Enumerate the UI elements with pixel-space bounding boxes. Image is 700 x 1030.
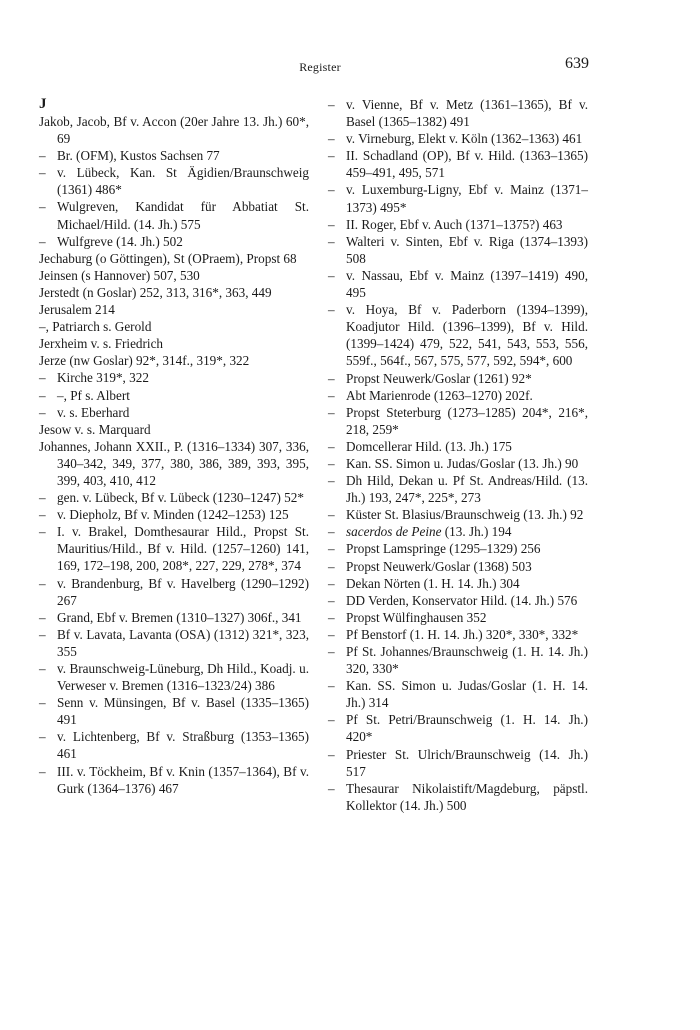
- index-entry: [39, 728, 309, 762]
- sub-entry-dash: –: [328, 473, 335, 489]
- entry-text: v. Vienne, Bf v. Metz (1361–1365), Bf v. Basel (1365–1382) 491: [346, 97, 588, 130]
- sub-entry-dash: –: [328, 592, 335, 608]
- sub-entry-dash: –: [39, 404, 46, 420]
- sub-entry-dash: –: [39, 370, 46, 386]
- sub-entry-dash: –: [328, 746, 335, 762]
- index-entry: [39, 352, 309, 369]
- entry-text: Grand, Ebf v. Bremen (1310–1327) 306f., 341: [57, 609, 302, 625]
- sub-entry-dash: –: [39, 490, 46, 506]
- sub-entry-dash: –: [39, 165, 46, 181]
- entry-text: Senn v. Münsingen, Bf v. Basel (1335–1365) 491: [57, 695, 309, 728]
- entry-text: Domcellerar Hild. (13. Jh.) 175: [346, 438, 512, 454]
- index-entry: [39, 506, 309, 523]
- sub-entry-dash: –: [328, 575, 335, 591]
- index-entry: [328, 370, 588, 387]
- entry-text: Jesow v. s. Marquard: [39, 421, 151, 437]
- entry-text: v. Braunschweig-Lüneburg, Dh Hild., Koadj. u. Verweser v. Bremen (1316–1323/24) 386: [57, 661, 309, 694]
- index-entry: [39, 250, 309, 267]
- entry-text: Kan. SS. Simon u. Judas/Goslar (13. Jh.) 90: [346, 455, 579, 471]
- entry-text: Kirche 319*, 322: [57, 370, 149, 386]
- entry-text: Abt Marienrode (1263–1270) 202f.: [346, 387, 533, 403]
- entry-text: Pf St. Johannes/Braunschweig (1. H. 14. Jh.) 320, 330*: [346, 644, 588, 677]
- sub-entry-dash: –: [39, 199, 46, 215]
- sub-entry-dash: –: [328, 131, 335, 147]
- index-entry: [39, 609, 309, 626]
- sub-entry-dash: –: [39, 387, 46, 403]
- entry-text: Pf Benstorf (1. H. 14. Jh.) 320*, 330*, 332*: [346, 626, 579, 642]
- index-entry: [328, 455, 588, 472]
- index-entry: [328, 677, 588, 711]
- sub-entry-dash: –: [328, 455, 335, 471]
- sub-entry-dash: –: [328, 644, 335, 659]
- index-entry: [328, 216, 588, 233]
- entry-text: Propst Neuwerk/Goslar (1261) 92*: [346, 370, 532, 386]
- sub-entry-dash: –: [39, 233, 46, 249]
- index-entry: [328, 626, 588, 643]
- sub-entry-dash: –: [328, 626, 335, 642]
- index-entry: [39, 369, 309, 386]
- entry-text: v. Lichtenberg, Bf v. Straßburg (1353–1365) 461: [57, 729, 309, 762]
- entry-text: Walteri v. Sinten, Ebf v. Riga (1374–1393) 508: [346, 233, 588, 266]
- index-entry: [328, 438, 588, 455]
- entry-text: v. s. Eberhard: [57, 404, 130, 420]
- sub-entry-dash: –: [328, 404, 335, 420]
- entry-text: Wulfgreve (14. Jh.) 502: [57, 233, 183, 249]
- index-entry: [328, 387, 588, 404]
- sub-entry-dash: –: [39, 695, 46, 711]
- index-entry: [328, 301, 588, 369]
- index-entry: [328, 780, 588, 814]
- index-entry: [39, 694, 309, 728]
- sub-entry-dash: –: [328, 558, 335, 574]
- index-entry: [328, 523, 588, 540]
- sub-entry-dash: –: [328, 541, 335, 557]
- sub-entry-dash: –: [328, 302, 335, 318]
- entry-text: Dh Hild, Dekan u. Pf St. Andreas/Hild. (13. Jh.) 193, 247*, 225*, 273: [346, 473, 588, 506]
- sub-entry-dash: –: [39, 524, 46, 540]
- entry-text: v. Brandenburg, Bf v. Havelberg (1290–1292) 267: [57, 575, 309, 608]
- entry-text: Propst Wülfinghausen 352: [346, 609, 487, 625]
- sub-entry-dash: –: [39, 763, 46, 779]
- index-entry: [328, 643, 588, 677]
- entry-text: Küster St. Blasius/Braunschweig (13. Jh.) 92: [346, 507, 584, 523]
- sub-entry-dash: –: [328, 712, 335, 728]
- sub-entry-dash: –: [39, 626, 46, 642]
- sub-entry-dash: –: [328, 97, 335, 112]
- sub-entry-dash: –: [39, 507, 46, 523]
- sub-entry-dash: –: [328, 438, 335, 454]
- entry-text: gen. v. Lübeck, Bf v. Lübeck (1230–1247) 52*: [57, 490, 304, 506]
- sub-entry-dash: –: [39, 661, 46, 676]
- entry-text: v. Hoya, Bf v. Paderborn (1394–1399), Koadjutor Hild. (1396–1399), Bf v. Hild. (1399–1424) 479, 522, 541, 543, 553, 556, 559f., 564f., 567, 575, 577, 592, 594*, 600: [346, 302, 588, 369]
- sub-entry-dash: –: [328, 678, 335, 694]
- page-number: 639: [565, 55, 589, 72]
- index-entry: [328, 96, 588, 130]
- sub-entry-dash: –: [39, 609, 46, 625]
- entry-text: I. v. Brakel, Domthesaurar Hild., Propst St. Mauritius/Hild., Bf v. Hild. (1257–1260) 141, 169, 172–198, 200, 208*, 227, 229, 278*, 374: [57, 524, 309, 574]
- sub-entry-dash: –: [328, 267, 335, 283]
- entry-text: v. Virneburg, Elekt v. Köln (1362–1363) 461: [346, 131, 583, 147]
- entry-text: II. Schadland (OP), Bf v. Hild. (1363–1365) 459–491, 495, 571: [346, 148, 588, 181]
- index-entry: [39, 198, 309, 232]
- letter-heading: J: [39, 96, 47, 112]
- entry-text: Pf St. Petri/Braunschweig (1. H. 14. Jh.) 420*: [346, 712, 588, 745]
- left-column: [39, 96, 309, 797]
- sub-entry-dash: –: [328, 216, 335, 232]
- index-entry: [39, 301, 309, 318]
- index-entry: [39, 164, 309, 198]
- entry-text: Jerusalem 214: [39, 302, 115, 318]
- entry-text: DD Verden, Konservator Hild. (14. Jh.) 576: [346, 592, 578, 608]
- index-entry: [328, 711, 588, 745]
- entry-text: –, Pf s. Albert: [57, 387, 130, 403]
- index-entry: [39, 575, 309, 609]
- sub-entry-dash: –: [328, 182, 335, 198]
- index-entry: [39, 763, 309, 797]
- entry-text: Priester St. Ulrich/Braunschweig (14. Jh.) 517: [346, 746, 588, 779]
- running-header: Register: [299, 60, 341, 74]
- entry-text: Wulgreven, Kandidat für Abbatiat St. Michael/Hild. (14. Jh.) 575: [57, 199, 309, 232]
- entry-text: v. Luxemburg-Ligny, Ebf v. Mainz (1371–1373) 495*: [346, 182, 588, 215]
- entry-text: Propst Neuwerk/Goslar (1368) 503: [346, 558, 532, 574]
- sub-entry-dash: –: [39, 148, 46, 164]
- entry-text: v. Lübeck, Kan. St Ägidien/Braunschweig (1361) 486*: [57, 165, 309, 198]
- entry-text: Propst Steterburg (1273–1285) 204*, 216*, 218, 259*: [346, 404, 588, 437]
- index-entry: [328, 130, 588, 147]
- index-entry: [39, 267, 309, 284]
- entry-text: Jerze (nw Goslar) 92*, 314f., 319*, 322: [39, 353, 250, 369]
- index-entry: [328, 592, 588, 609]
- entry-text: Thesaurar Nikolaistift/Magdeburg, päpstl. Kollektor (14. Jh.) 500: [346, 780, 588, 813]
- entry-text: Johannes, Johann XXII., P. (1316–1334) 307, 336, 340–342, 349, 377, 380, 386, 389, 393, 395, 399, 403, 410, 412: [39, 438, 309, 488]
- left-entries: [39, 113, 309, 797]
- sub-entry-dash: –: [39, 729, 46, 745]
- index-entry: [39, 284, 309, 301]
- entry-text: II. Roger, Ebf v. Auch (1371–1375?) 463: [346, 216, 563, 232]
- index-entry: [328, 506, 588, 523]
- sub-entry-dash: –: [328, 507, 335, 523]
- index-entry: [328, 558, 588, 575]
- index-entry: [39, 421, 309, 438]
- index-entry: [39, 523, 309, 574]
- entry-text: Propst Lamspringe (1295–1329) 256: [346, 541, 541, 557]
- sub-entry-dash: –: [328, 370, 335, 386]
- entry-text: Jechaburg (o Göttingen), St (OPraem), Propst 68: [39, 250, 297, 266]
- sub-entry-dash: –: [328, 233, 335, 249]
- index-entry: [39, 489, 309, 506]
- index-entry: [328, 609, 588, 626]
- index-entry: [328, 540, 588, 557]
- index-entry: [328, 746, 588, 780]
- index-entry: [39, 438, 309, 489]
- index-entry: [328, 472, 588, 506]
- index-entry: [39, 113, 309, 147]
- sub-entry-dash: –: [328, 780, 335, 796]
- index-entry: [39, 335, 309, 352]
- sub-entry-dash: –: [328, 148, 335, 164]
- index-entry: [328, 147, 588, 181]
- index-entry: [328, 575, 588, 592]
- index-entry: [39, 404, 309, 421]
- entry-text: (13. Jh.) 194: [441, 524, 512, 540]
- sub-entry-dash: –: [328, 524, 335, 540]
- index-entry: [39, 318, 309, 335]
- entry-text: –, Patriarch s. Gerold: [39, 319, 152, 335]
- sub-entry-dash: –: [328, 609, 335, 625]
- entry-text: Kan. SS. Simon u. Judas/Goslar (1. H. 14. Jh.) 314: [346, 678, 588, 711]
- sub-entry-dash: –: [39, 575, 46, 591]
- index-entry: [39, 626, 309, 660]
- index-entry: [39, 660, 309, 694]
- entry-text: v. Diepholz, Bf v. Minden (1242–1253) 125: [57, 507, 289, 523]
- entry-text: III. v. Töckheim, Bf v. Knin (1357–1364), Bf v. Gurk (1364–1376) 467: [57, 763, 309, 796]
- index-entry: [39, 147, 309, 164]
- entry-text: Bf v. Lavata, Lavanta (OSA) (1312) 321*, 323, 355: [57, 626, 309, 659]
- entry-text: Jakob, Jacob, Bf v. Accon (20er Jahre 13. Jh.) 60*, 69: [39, 114, 309, 147]
- entry-text: Jerxheim v. s. Friedrich: [39, 336, 164, 352]
- index-entry: [328, 404, 588, 438]
- italic-term: sacerdos de Peine: [346, 524, 442, 540]
- index-entry: [39, 233, 309, 250]
- right-column: [328, 96, 588, 814]
- index-entry: [328, 267, 588, 301]
- sub-entry-dash: –: [328, 387, 335, 403]
- right-entries: [328, 96, 588, 814]
- entry-text: v. Nassau, Ebf v. Mainz (1397–1419) 490, 495: [346, 267, 588, 301]
- index-entry: [39, 387, 309, 404]
- entry-text: Jerstedt (n Goslar) 252, 313, 316*, 363, 449: [39, 284, 272, 300]
- entry-text: Dekan Nörten (1. H. 14. Jh.) 304: [346, 575, 520, 591]
- entry-text: Br. (OFM), Kustos Sachsen 77: [57, 148, 220, 164]
- index-entry: [328, 233, 588, 267]
- entry-text: Jeinsen (s Hannover) 507, 530: [39, 267, 200, 283]
- index-entry: [328, 181, 588, 215]
